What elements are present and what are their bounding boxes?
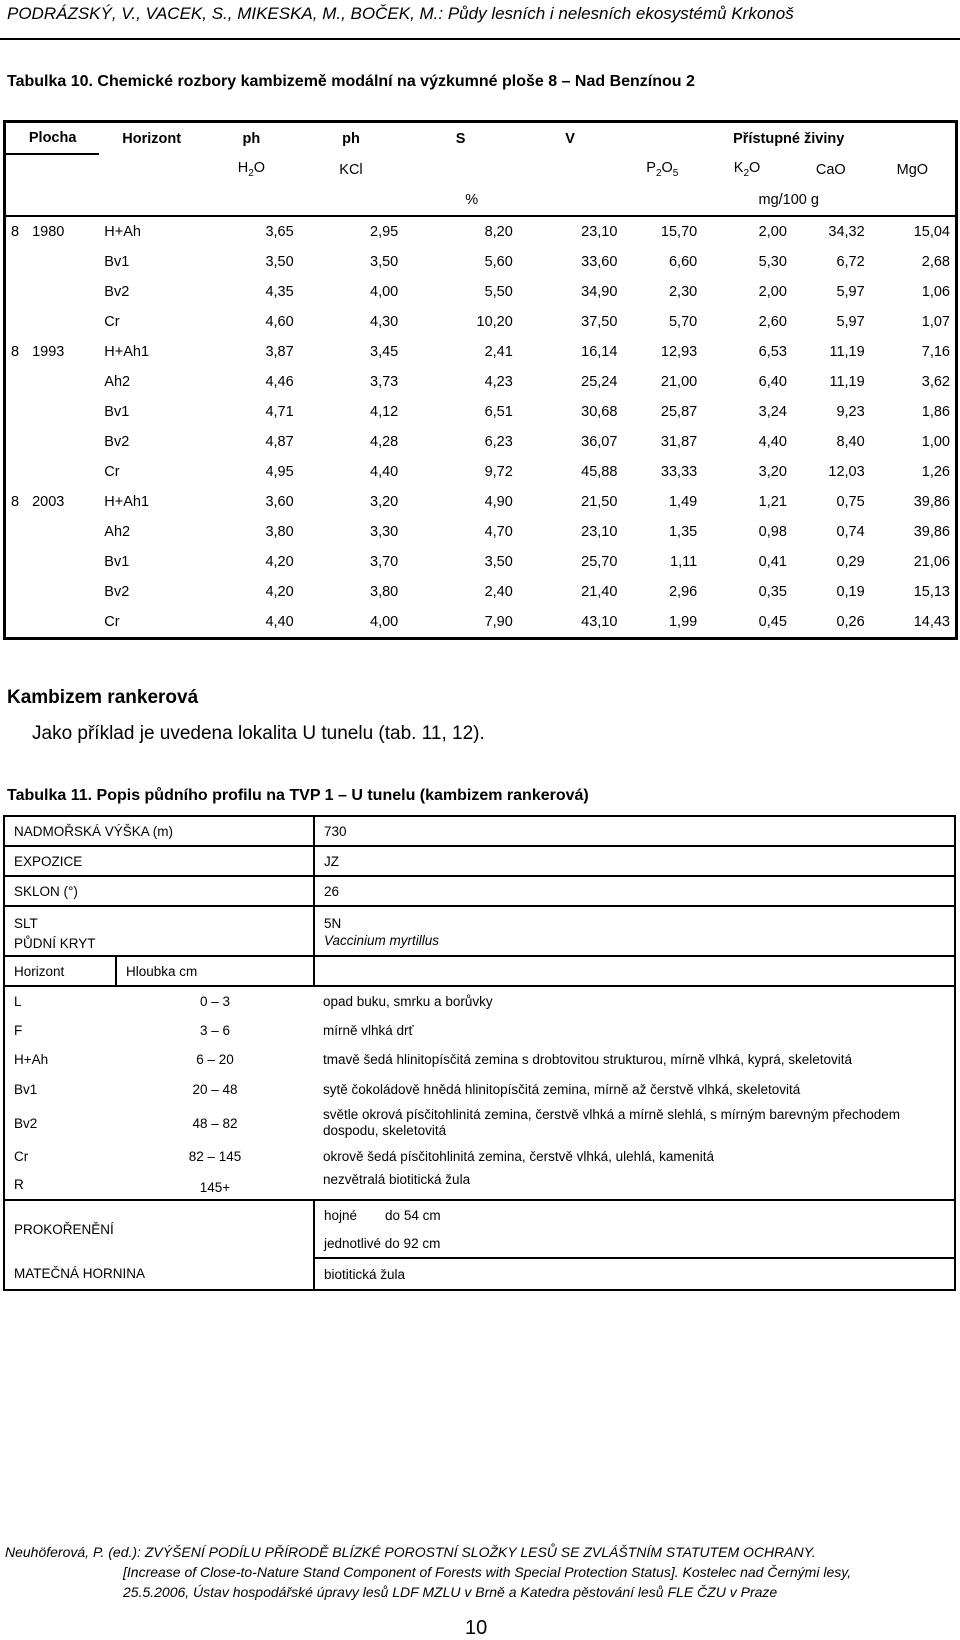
cell-value: 1,00: [921, 434, 950, 450]
th-h2o: $H_2O$: [237, 160, 266, 179]
cell-value: 4,95: [265, 464, 294, 480]
cell-plocha: [5, 307, 100, 337]
footer-line-2: [Increase of Close-to-Nature Stand Component of Forests with Special Protection Status]. Kostelec nad Černými lesy,: [123, 1564, 852, 1580]
th-unit-mg: mg/100 g: [622, 185, 956, 216]
cell-horizont: H+Ah1: [104, 344, 150, 360]
cell-horizont: Cr: [104, 314, 120, 330]
cell-value: 14,43: [913, 614, 950, 630]
cell-value: 39,86: [913, 494, 950, 510]
cell-value: 1,21: [758, 494, 787, 510]
cell-value: 0,29: [836, 554, 865, 570]
horizon-name: H+Ah: [14, 1051, 49, 1067]
horizon-name: L: [4, 986, 116, 1016]
horizon-depth: 82 – 145: [188, 1148, 242, 1164]
cell-value: 1,99: [668, 614, 698, 630]
cell-value: 2,00: [758, 224, 787, 240]
section-text: Jako příklad je uvedena lokalita U tunelu (tab. 11, 12).: [32, 723, 485, 744]
cell-value: 25,70: [581, 554, 618, 570]
col-horizont: Horizont: [4, 956, 116, 986]
cell-value: 21,06: [913, 554, 950, 570]
info-row: [4, 846, 955, 876]
cell-value: 0,41: [758, 554, 787, 570]
cell-value: 4,12: [370, 404, 399, 420]
page-number: 10: [465, 1617, 488, 1639]
cell-value: 39,86: [913, 524, 950, 540]
th-ph-kcl: ph: [342, 130, 360, 147]
cell-horizont: Cr: [104, 614, 120, 630]
table10-header-row2: [5, 154, 957, 185]
horizon-row: [4, 1142, 955, 1170]
table10-row: [5, 337, 957, 367]
section-title: Kambizem rankerová: [7, 687, 199, 708]
cell-value: 0,26: [836, 614, 865, 630]
cell-value: 33,60: [581, 254, 618, 270]
cell-value: 4,71: [265, 404, 294, 420]
horizon-desc: sytě čokoládově hnědá hlinitopísčitá zemina, mírně až čerstvě vlhká, skeletovitá: [323, 1081, 801, 1097]
table10-row: [5, 247, 957, 277]
horizon-desc: mírně vlhká drť: [323, 1022, 414, 1038]
cell-value: 34,32: [828, 224, 865, 240]
info-row: [4, 876, 955, 906]
cell-value: 23,10: [581, 224, 618, 240]
cell-value: 4,20: [265, 554, 294, 570]
cell-value: 2,68: [921, 254, 950, 270]
cell-value: 4,40: [265, 614, 294, 630]
cell-value: 4,20: [265, 584, 294, 600]
cell-value: 15,04: [913, 224, 950, 240]
cell-value: 0,74: [836, 524, 865, 540]
cell-value: 3,50: [370, 254, 399, 270]
cell-value: 1,86: [921, 404, 950, 420]
cell-plocha: 8 1980: [11, 224, 65, 240]
cell-horizont: H+Ah: [104, 224, 141, 240]
cell-value: 3,20: [370, 494, 399, 510]
cell-value: 25,24: [581, 374, 618, 390]
cell-value: 0,75: [836, 494, 865, 510]
table10: [3, 120, 958, 640]
cell-value: 3,60: [265, 494, 294, 510]
horizon-row: [4, 1016, 955, 1044]
table11: [3, 815, 956, 1291]
info-value: JZ: [314, 846, 955, 876]
cell-value: 7,16: [921, 344, 950, 360]
cell-value: 31,87: [660, 434, 698, 450]
hornina-label: MATEČNÁ HORNINA: [14, 1266, 146, 1281]
table10-caption: Tabulka 10. Chemické rozbory kambizemě modální na výzkumné ploše 8 – Nad Benzínou 2: [7, 73, 695, 90]
cell-plocha: [5, 427, 100, 457]
horizon-row: [4, 1044, 955, 1074]
th-k2o: $K_2O$: [733, 160, 761, 179]
horizon-depth: 0 – 3: [116, 986, 314, 1016]
cell-value: 5,70: [668, 314, 698, 330]
cell-horizont: Ah2: [104, 524, 131, 540]
cell-value: 5,50: [484, 284, 513, 300]
cell-value: 4,87: [265, 434, 294, 450]
cell-value: 1,11: [670, 554, 698, 570]
cell-horizont: Bv2: [104, 284, 130, 300]
cell-value: 3,45: [370, 344, 399, 360]
cell-value: 3,24: [758, 404, 787, 420]
info-label: SLT: [4, 906, 314, 931]
cell-plocha: [5, 547, 100, 577]
prokoreni-row: [4, 1200, 955, 1230]
cell-value: 3,87: [265, 344, 294, 360]
cell-value: 2,41: [484, 344, 513, 360]
cell-value: 6,53: [758, 344, 787, 360]
cell-value: 1,49: [668, 494, 698, 510]
cell-value: 16,14: [581, 344, 618, 360]
cell-value: 33,33: [660, 464, 698, 480]
table10-header-row1: [5, 122, 957, 155]
table10-row: [5, 216, 957, 247]
th-p2o5: $P_2O_5$: [646, 160, 679, 179]
th-v: V: [565, 130, 575, 147]
cell-value: 2,60: [758, 314, 787, 330]
cell-value: 3,30: [370, 524, 399, 540]
th-mgo: MgO: [896, 161, 929, 178]
horizon-desc: tmavě šedá hlinitopísčitá zemina s drobtovitou strukturou, mírně vlhká, kyprá, skeletovitá: [323, 1051, 852, 1067]
table10-row: [5, 307, 957, 337]
cell-value: 4,40: [758, 434, 787, 450]
cell-horizont: Cr: [104, 464, 120, 480]
table10-row: [5, 487, 957, 517]
horizon-name: F: [14, 1022, 23, 1038]
cell-value: 6,40: [758, 374, 787, 390]
prokoreni-label: PROKOŘENĚNÍ: [4, 1200, 314, 1258]
cell-value: 2,95: [370, 224, 399, 240]
running-head: PODRÁZSKÝ, V., VACEK, S., MIKESKA, M., BOČEK, M.: Půdy lesních i nelesních ekosystémů Krkonoš: [7, 4, 794, 23]
horizon-desc: světle okrová písčitohlinitá zemina, čerstvě vlhká a mírně slehlá, s mírným barevným přechodem dospodu, skeletovitá: [323, 1107, 900, 1138]
cell-horizont: Bv2: [104, 584, 130, 600]
cell-plocha: [5, 517, 100, 547]
horizon-depth: 48 – 82: [192, 1115, 238, 1131]
cell-value: 3,50: [265, 254, 294, 270]
cell-value: 0,35: [758, 584, 787, 600]
th-cao: CaO: [815, 161, 846, 178]
cell-plocha: 8 2003: [11, 494, 65, 510]
cell-value: 4,35: [265, 284, 294, 300]
cell-value: 15,70: [660, 224, 698, 240]
info-value: 5N: [314, 906, 955, 931]
hornina-row: [4, 1258, 955, 1290]
cell-value: 10,20: [476, 314, 513, 330]
cell-value: 8,20: [484, 224, 513, 240]
horizon-row: [4, 986, 955, 1016]
table10-row: [5, 547, 957, 577]
cell-plocha: [5, 367, 100, 397]
cell-value: 4,90: [484, 494, 513, 510]
cell-value: 12,93: [660, 344, 698, 360]
cell-value: 1,26: [921, 464, 950, 480]
horizon-depth: 145+: [199, 1180, 231, 1195]
cell-value: 5,97: [836, 284, 865, 300]
cell-plocha: [5, 247, 100, 277]
cell-value: 43,10: [581, 614, 618, 630]
cell-value: 30,68: [581, 404, 618, 420]
cell-value: 7,90: [484, 614, 513, 630]
cell-value: 21,00: [660, 374, 698, 390]
table10-row: [5, 277, 957, 307]
cell-horizont: Bv1: [104, 254, 130, 270]
cell-horizont: Bv1: [104, 554, 130, 570]
cell-horizont: Ah2: [104, 374, 131, 390]
cell-value: 2,30: [668, 284, 698, 300]
horizon-desc: opad buku, smrku a borůvky: [314, 986, 955, 1016]
cell-value: 2,00: [758, 284, 787, 300]
table10-row: [5, 367, 957, 397]
cell-plocha: [5, 457, 100, 487]
horizon-row: [4, 1074, 955, 1104]
table10-row: [5, 607, 957, 639]
info-value: 730: [314, 816, 955, 846]
cell-value: 15,13: [913, 584, 950, 600]
footer-line-3: 25.5.2006, Ústav hospodářské úpravy lesů LDF MZLU v Brně a Katedra pěstování lesů FLE ČZU v Praze: [123, 1584, 778, 1600]
cell-value: 3,50: [484, 554, 513, 570]
info-label: EXPOZICE: [4, 846, 314, 876]
prokoreni-value: jednotlivé do 92 cm: [314, 1230, 955, 1258]
cell-value: 11,19: [829, 344, 865, 360]
info-label: PŮDNÍ KRYT: [14, 936, 96, 951]
horizon-desc: okrově šedá písčitohlinitá zemina, čerstvě vlhká, ulehlá, kamenitá: [323, 1148, 714, 1164]
table10-header-row3: [5, 185, 957, 216]
cell-value: 9,72: [484, 464, 513, 480]
info-row: [4, 906, 955, 931]
th-s: S: [455, 130, 466, 147]
cell-value: 1,35: [668, 524, 698, 540]
cell-value: 4,60: [265, 314, 294, 330]
cell-value: 8,40: [836, 434, 865, 450]
cell-value: 4,23: [484, 374, 513, 390]
prokoreni-value: hojné do 54 cm: [314, 1200, 955, 1230]
cell-value: 1,07: [921, 314, 950, 330]
horizon-row: [4, 1170, 955, 1200]
horizon-name: Bv1: [14, 1081, 38, 1097]
cell-value: 3,62: [921, 374, 950, 390]
cell-plocha: 8 1993: [11, 344, 65, 360]
cell-value: 2,40: [484, 584, 513, 600]
cell-value: 3,70: [370, 554, 399, 570]
cell-value: 6,60: [668, 254, 698, 270]
horizon-depth: 20 – 48: [192, 1081, 238, 1097]
cell-plocha: [5, 397, 100, 427]
cell-value: 3,80: [265, 524, 294, 540]
cell-value: 0,19: [836, 584, 865, 600]
th-unit-percent: %: [403, 185, 622, 216]
cell-value: 4,40: [370, 464, 399, 480]
horizon-depth: 3 – 6: [199, 1022, 231, 1038]
cell-plocha: [5, 607, 100, 639]
cell-value: 3,65: [265, 224, 294, 240]
th-kcl: KCl: [339, 161, 363, 178]
cell-value: 36,07: [581, 434, 618, 450]
cell-value: 0,98: [758, 524, 787, 540]
info-row: [4, 931, 955, 956]
info-value: Vaccinium myrtillus: [314, 931, 955, 956]
cell-value: 21,50: [581, 494, 618, 510]
cell-value: 12,03: [828, 464, 865, 480]
cell-value: 2,96: [668, 584, 698, 600]
table10-row: [5, 427, 957, 457]
hornina-value: biotitická žula: [314, 1258, 955, 1290]
table10-row: [5, 397, 957, 427]
th-horizont: Horizont: [122, 130, 182, 147]
cell-value: 4,30: [370, 314, 399, 330]
cell-plocha: [5, 577, 100, 607]
horizon-name: Cr: [14, 1148, 29, 1164]
info-label: SKLON (°): [4, 876, 314, 906]
th-pristupne-ziviny: Přístupné živiny: [733, 130, 845, 147]
table10-row: [5, 577, 957, 607]
cell-value: 4,00: [370, 614, 399, 630]
cell-value: 4,28: [370, 434, 399, 450]
cell-value: 21,40: [581, 584, 618, 600]
cell-value: 9,23: [836, 404, 865, 420]
cell-value: 23,10: [581, 524, 618, 540]
cell-value: 5,60: [484, 254, 513, 270]
header-rule: [0, 38, 960, 40]
cell-value: 3,73: [370, 374, 399, 390]
info-row: [4, 816, 955, 846]
table10-row: [5, 517, 957, 547]
cell-value: 1,06: [921, 284, 950, 300]
cell-value: 4,00: [370, 284, 399, 300]
footer-line-1: Neuhöferová, P. (ed.): ZVÝŠENÍ PODÍLU PŘÍRODĚ BLÍZKÉ POROSTNÍ SLOŽKY LESŮ SE ZVLÁŠTNÍM STATUTEM OCHRANY.: [5, 1544, 816, 1560]
horizon-header-row: [4, 956, 955, 986]
cell-value: 6,51: [484, 404, 513, 420]
cell-value: 5,30: [758, 254, 787, 270]
horizon-name: R: [14, 1177, 24, 1192]
horizon-name: Bv2: [14, 1115, 38, 1131]
cell-value: 4,46: [265, 374, 294, 390]
cell-value: 45,88: [581, 464, 618, 480]
cell-value: 0,45: [758, 614, 787, 630]
horizon-row: [4, 1104, 955, 1142]
cell-value: 25,87: [660, 404, 698, 420]
info-label: NADMOŘSKÁ VÝŠKA (m): [14, 823, 174, 839]
table10-row: [5, 457, 957, 487]
th-ph-h2o: ph: [242, 130, 261, 147]
cell-value: 3,20: [758, 464, 787, 480]
cell-value: 6,72: [836, 254, 865, 270]
cell-value: 6,23: [484, 434, 513, 450]
col-hloubka: Hloubka cm: [116, 956, 314, 986]
horizon-desc: nezvětralá biotitická žula: [323, 1172, 471, 1187]
cell-plocha: [5, 277, 100, 307]
horizon-depth: 6 – 20: [196, 1051, 234, 1067]
cell-value: 11,19: [829, 374, 865, 390]
cell-value: 3,80: [370, 584, 399, 600]
info-value: 26: [314, 876, 955, 906]
table11-caption: Tabulka 11. Popis půdního profilu na TVP 1 – U tunelu (kambizem rankerová): [7, 787, 589, 804]
cell-horizont: Bv1: [104, 404, 130, 420]
cell-horizont: H+Ah1: [104, 494, 150, 510]
cell-value: 37,50: [581, 314, 618, 330]
cell-value: 5,97: [836, 314, 865, 330]
th-plocha: Plocha: [5, 122, 100, 155]
cell-horizont: Bv2: [104, 434, 130, 450]
cell-value: 34,90: [581, 284, 618, 300]
cell-value: 4,70: [484, 524, 513, 540]
